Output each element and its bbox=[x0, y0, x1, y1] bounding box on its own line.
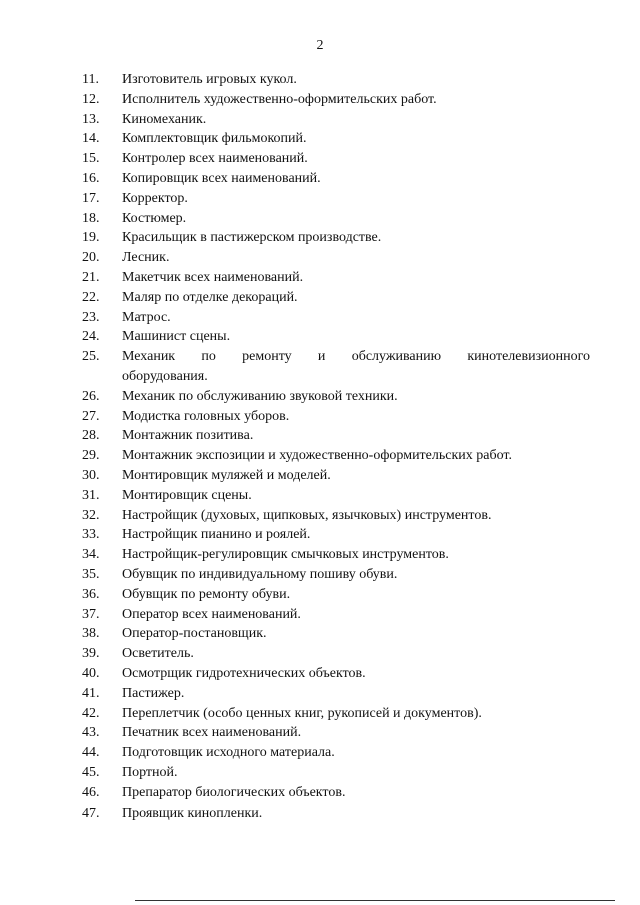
item-text: Препаратор биологических объектов. bbox=[122, 784, 346, 800]
item-text: Монтажник экспозиции и художественно-оформительских работ. bbox=[122, 448, 512, 464]
list-item bbox=[82, 486, 590, 506]
item-number: 12. bbox=[82, 91, 100, 107]
list-item bbox=[82, 644, 590, 664]
item-text: Механик по ремонту и обслуживанию кинотелевизионного bbox=[122, 349, 590, 365]
item-number: 22. bbox=[82, 289, 100, 305]
item-text: Настройщик пианино и роялей. bbox=[122, 527, 311, 543]
item-number: 15. bbox=[82, 151, 100, 167]
list-item bbox=[82, 426, 590, 446]
item-number: 13. bbox=[82, 111, 100, 127]
list-item bbox=[82, 545, 590, 565]
list-item bbox=[82, 387, 590, 407]
item-number: 24. bbox=[82, 329, 100, 345]
item-number: 35. bbox=[82, 566, 100, 582]
item-number: 23. bbox=[82, 309, 100, 325]
item-text: Монтировщик сцены. bbox=[122, 487, 252, 503]
list-item bbox=[82, 70, 590, 90]
item-number: 36. bbox=[82, 586, 100, 602]
item-text: Маляр по отделке декораций. bbox=[122, 289, 298, 305]
list-item bbox=[82, 90, 590, 110]
item-number: 26. bbox=[82, 388, 100, 404]
item-number: 42. bbox=[82, 705, 100, 721]
item-number: 34. bbox=[82, 547, 100, 563]
item-number: 30. bbox=[82, 467, 100, 483]
item-number: 17. bbox=[82, 190, 100, 206]
list-item bbox=[82, 288, 590, 308]
list-item bbox=[82, 466, 590, 486]
item-number: 41. bbox=[82, 685, 100, 701]
item-text: Комплектовщик фильмокопий. bbox=[122, 131, 307, 147]
item-text: Настройщик-регулировщик смычковых инструментов. bbox=[122, 547, 449, 563]
item-number: 38. bbox=[82, 626, 100, 642]
list-item bbox=[82, 268, 590, 288]
item-text: Матрос. bbox=[122, 309, 171, 325]
list-item bbox=[82, 407, 590, 427]
list-item bbox=[82, 209, 590, 229]
list-item bbox=[82, 585, 590, 605]
item-text: Проявщик кинопленки. bbox=[122, 806, 263, 822]
item-text: Настройщик (духовых, щипковых, язычковых) инструментов. bbox=[122, 507, 492, 523]
item-text: Монтажник позитива. bbox=[122, 428, 254, 444]
item-number: 33. bbox=[82, 527, 100, 543]
item-text: Механик по обслуживанию звуковой техники. bbox=[122, 388, 398, 404]
item-number: 40. bbox=[82, 665, 100, 681]
item-number: 19. bbox=[82, 230, 100, 246]
list-item bbox=[82, 565, 590, 585]
item-number: 11. bbox=[82, 72, 99, 87]
item-text: Костюмер. bbox=[122, 210, 187, 226]
item-text: Оператор-постановщик. bbox=[122, 626, 267, 642]
item-text: Изготовитель игровых кукол. bbox=[122, 72, 297, 87]
list-item bbox=[82, 308, 590, 328]
item-text: Красильщик в пастижерском производстве. bbox=[122, 230, 382, 246]
bottom-divider bbox=[135, 900, 615, 901]
item-text: Печатник всех наименований. bbox=[122, 725, 302, 741]
item-number: 18. bbox=[82, 210, 100, 226]
page-number: 2 bbox=[316, 38, 324, 53]
item-number: 45. bbox=[82, 764, 100, 780]
item-text: Оператор всех наименований. bbox=[122, 606, 301, 622]
list-item bbox=[82, 129, 590, 149]
list-item-continuation: оборудования. bbox=[122, 368, 208, 384]
item-number: 43. bbox=[82, 725, 100, 741]
list-item bbox=[82, 684, 590, 704]
list-item bbox=[82, 605, 590, 625]
list-item bbox=[82, 446, 590, 466]
list-item bbox=[82, 347, 590, 367]
item-text: Корректор. bbox=[122, 190, 188, 206]
item-number: 14. bbox=[82, 131, 100, 147]
item-text: Макетчик всех наименований. bbox=[122, 269, 304, 285]
list-item bbox=[82, 664, 590, 684]
list-item bbox=[82, 506, 590, 526]
list-item bbox=[82, 525, 590, 545]
item-number: 31. bbox=[82, 487, 100, 503]
list-item bbox=[82, 189, 590, 209]
item-text: Лесник. bbox=[122, 250, 170, 266]
item-text: Исполнитель художественно-оформительских работ. bbox=[122, 91, 437, 107]
item-number: 44. bbox=[82, 745, 100, 761]
item-text: Осветитель. bbox=[122, 646, 194, 662]
item-number: 39. bbox=[82, 646, 100, 662]
list-item bbox=[82, 228, 590, 248]
list-item bbox=[82, 723, 590, 743]
list-item bbox=[82, 763, 590, 783]
list-item bbox=[82, 743, 590, 763]
list-item bbox=[82, 327, 590, 347]
item-number: 46. bbox=[82, 784, 100, 800]
item-number: 32. bbox=[82, 507, 100, 523]
item-number: 27. bbox=[82, 408, 100, 424]
item-text: Контролер всех наименований. bbox=[122, 151, 308, 167]
list-item bbox=[82, 804, 590, 824]
profession-list bbox=[82, 70, 590, 824]
item-number: 20. bbox=[82, 250, 100, 266]
list-item bbox=[82, 624, 590, 644]
item-text: Обувщик по ремонту обуви. bbox=[122, 586, 291, 602]
item-text: Обувщик по индивидуальному пошиву обуви. bbox=[122, 566, 398, 582]
item-text: Модистка головных уборов. bbox=[122, 408, 290, 424]
item-number: 21. bbox=[82, 269, 100, 285]
item-text: Копировщик всех наименований. bbox=[122, 170, 321, 186]
list-item bbox=[82, 783, 590, 803]
item-number: 25. bbox=[82, 349, 100, 365]
item-number: 37. bbox=[82, 606, 100, 622]
list-item bbox=[82, 169, 590, 189]
list-item bbox=[82, 149, 590, 169]
item-text: Портной. bbox=[122, 764, 178, 780]
item-text: Монтировщик муляжей и моделей. bbox=[122, 467, 331, 483]
item-text: Переплетчик (особо ценных книг, рукописей и документов). bbox=[122, 705, 482, 721]
list-item bbox=[82, 704, 590, 724]
list-item bbox=[82, 248, 590, 268]
item-number: 29. bbox=[82, 448, 100, 464]
item-text: Машинист сцены. bbox=[122, 329, 231, 345]
item-text: Киномеханик. bbox=[122, 111, 207, 127]
item-number: 47. bbox=[82, 806, 100, 822]
item-number: 28. bbox=[82, 428, 100, 444]
item-text: Пастижер. bbox=[122, 685, 185, 701]
item-text: Подготовщик исходного материала. bbox=[122, 745, 335, 761]
list-item bbox=[82, 110, 590, 130]
item-number: 16. bbox=[82, 170, 100, 186]
item-text: Осмотрщик гидротехнических объектов. bbox=[122, 665, 366, 681]
